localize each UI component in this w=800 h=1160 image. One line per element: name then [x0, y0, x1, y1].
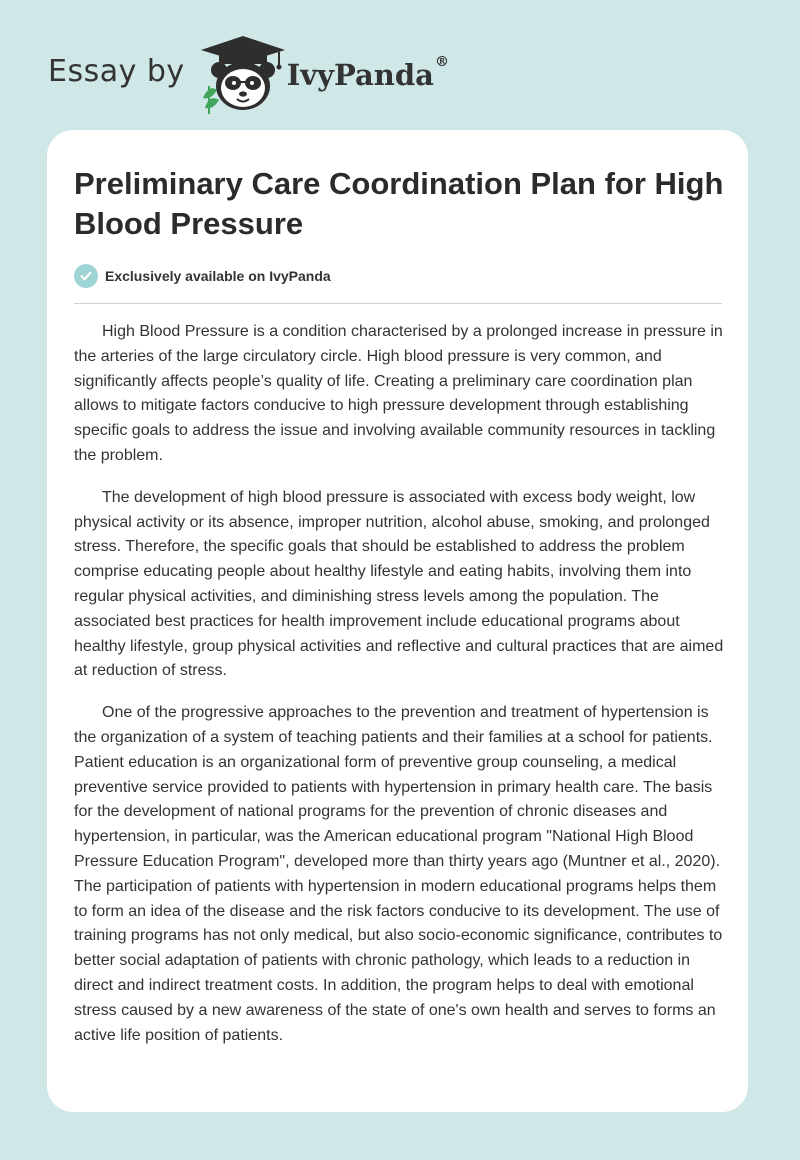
essay-card	[47, 130, 748, 1112]
site-header	[48, 34, 449, 114]
exclusive-badge	[74, 264, 331, 288]
essay-paragraph-1: High Blood Pressure is a condition characterised by a prolonged increase in pressure in the arteries of the large circulatory circle. High blood pressure is very common, and significantly affects people’s quality of life. Creating a preliminary care coordination plan allows to mitigate factors conducive to high pressure development through establishing specific goals to address the issue and involving available community resources in tackling the problem.	[74, 323, 723, 464]
brand-name[interactable]	[286, 54, 449, 92]
panda-graduate-logo-icon[interactable]	[195, 34, 291, 114]
check-circle-icon	[74, 264, 98, 288]
essay-body	[74, 320, 726, 1065]
essay-paragraph-3: One of the progressive approaches to the prevention and treatment of hypertension is the organization of a system of teaching patients and their families at a school for patients. Patient education is an organizational form of preventive group counseling, a medical preventive service provided to patients with hypertension in primary health care. The basis for the development of national programs for the prevention of chronic diseases and hypertension, in particular, was the American educational program "National High Blood Pressure Education Program", developed more than thirty years ago (Muntner et al., 2020). The participation of patients with hypertension in modern educational programs helps them to form an idea of the disease and the risk factors conducive to its development. The use of training programs has not only medical, but also socio-economic significance, contributes to better social adaptation of patients with chronic pathology, which leads to a reduction in direct and indirect treatment costs. In addition, the program helps to deal with emotional stress caused by a new awareness of the state of one's own health and serves to forms an active life position of patients.	[74, 704, 723, 1044]
essay-paragraph-2: The development of high blood pressure is associated with excess body weight, low physical activity or its absence, improper nutrition, alcohol abuse, smoking, and prolonged stress. Therefore, the specific goals that should be established to address the problem comprise educating people about healthy lifestyle and eating habits, involving them into regular physical activities, and diminishing stress levels among the population. The associated best practices for health improvement include educational programs about healthy lifestyle, group physical activities and reflective and cultural practices that are aimed at reduction of stress.	[74, 488, 724, 680]
essay-title: Preliminary Care Coordination Plan for High Blood Pressure	[74, 166, 724, 241]
essay-by-label: Essay by	[48, 53, 185, 89]
registered-mark: ®	[434, 54, 449, 70]
exclusive-label: Exclusively available on IvyPanda	[105, 268, 331, 284]
brand-name-text: IvyPanda	[286, 58, 434, 92]
divider	[74, 303, 722, 304]
